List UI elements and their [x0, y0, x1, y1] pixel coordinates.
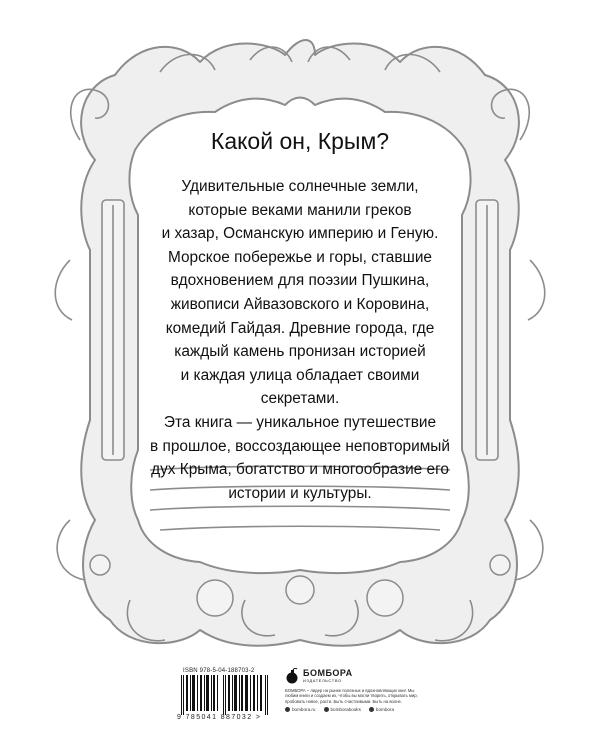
publisher-logo [285, 668, 425, 684]
text-line: живописи Айвазовского и Коровина, [170, 295, 430, 313]
publisher-socials [285, 707, 425, 712]
social-vk: bomborabooks [330, 707, 361, 713]
text-line: каждый камень пронизан историей [174, 343, 426, 361]
text-line: дух Крыма, богатство и многообразие его [151, 461, 449, 479]
text-line: и хазар, Османскую империю и Геную. [161, 225, 439, 243]
text-line: комедий Гайдая. Древние города, где [165, 319, 435, 337]
rosette-right [367, 580, 403, 616]
publisher-block [285, 668, 425, 712]
barcode-icon [177, 675, 273, 715]
publisher-subtitle: ИЗДАТЕЛЬСТВО [303, 678, 342, 683]
social-telegram: bombora [375, 707, 395, 713]
text-line: Удивительные солнечные земли, [181, 178, 419, 195]
barcode-number: 9 785041 887032 > [177, 714, 262, 721]
telegram-icon [369, 707, 374, 712]
text-line: в прошлое, воссоздающее неповторимый [150, 437, 450, 455]
barcode-block [177, 668, 273, 721]
text-line: которые веками манили греков [188, 201, 412, 219]
rosette-center [286, 576, 314, 604]
vk-icon [324, 707, 329, 712]
text-line: вдохновением для поэзии Пушкина, [170, 272, 430, 290]
bomb-logo-icon [285, 668, 299, 684]
publisher-slogan: БОМБОРА – лидер на рынке полезных и вдохновляющих книг. Мы любим книги и создаем их, чтобы вы могли творить, открывать мир, пробовать новое, расти. Быть счастливыми. Быть на волне. [285, 688, 418, 704]
text-line: Морское побережье и горы, ставшие [168, 248, 432, 266]
text-line: секретами. [260, 390, 340, 408]
rosette-left [197, 580, 233, 616]
page-title: Какой он, Крым? [210, 128, 390, 154]
text-line: и каждая улица обладает своими [180, 366, 420, 384]
globe-icon [285, 707, 290, 712]
publisher-name: БОМБОРА [303, 668, 353, 678]
description-text [140, 175, 460, 505]
isbn-label: ISBN 978-5-04-188703-2 [183, 668, 255, 674]
text-line: истории и культуры. [228, 484, 372, 502]
text-line: Эта книга — уникальное путешествие [163, 413, 437, 431]
social-site: bombora.ru [292, 707, 316, 713]
